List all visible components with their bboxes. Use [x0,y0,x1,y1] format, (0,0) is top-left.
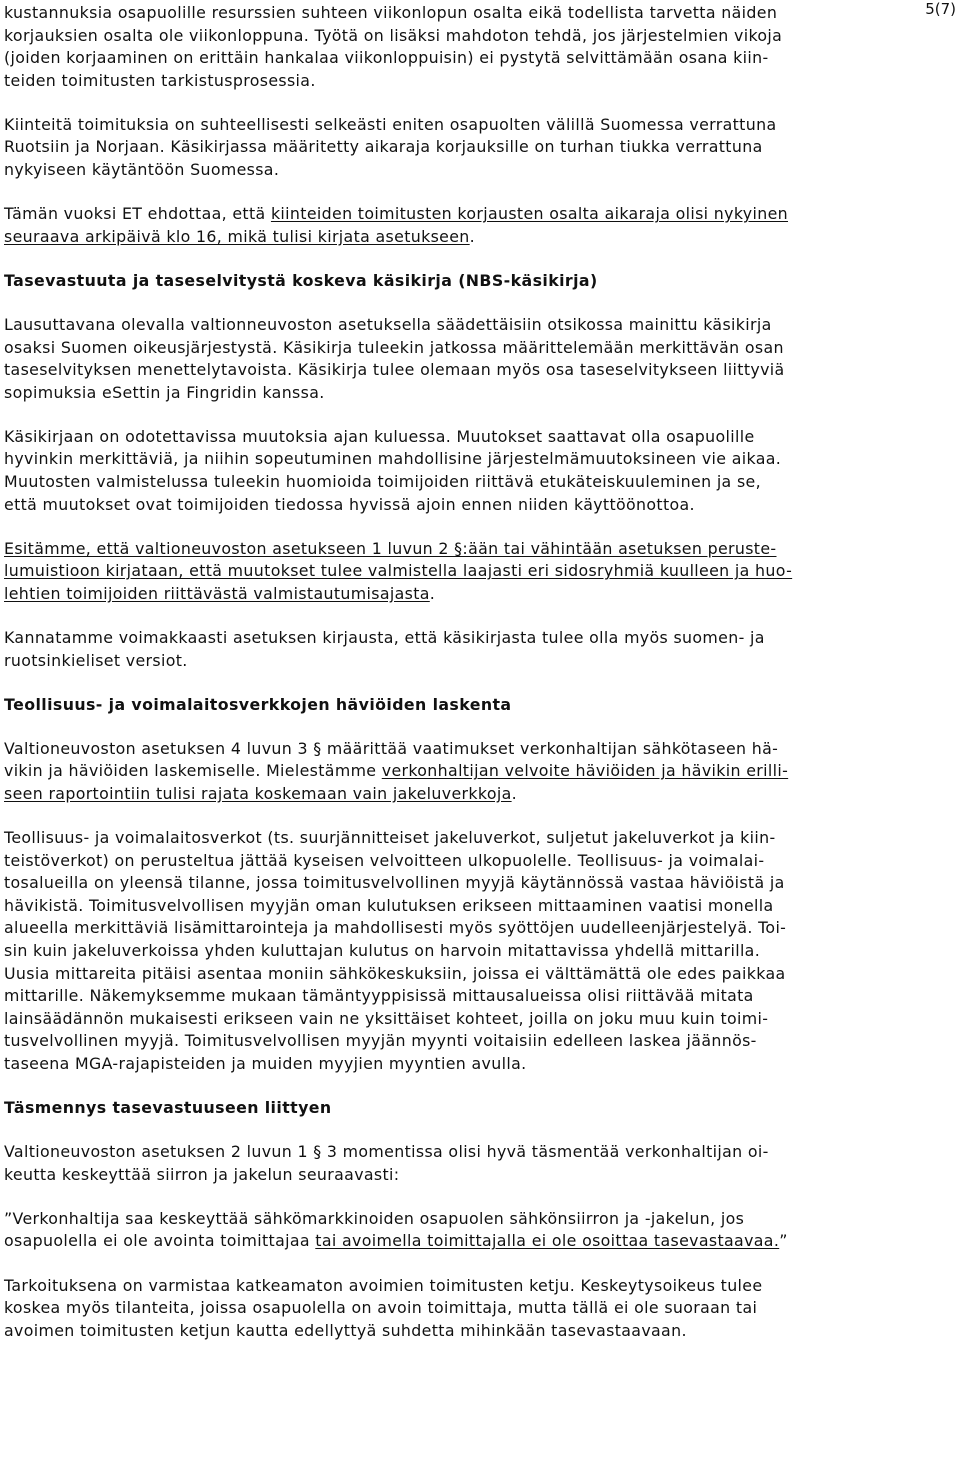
text-line [4,760,956,783]
text-line: keutta keskeyttää siirron ja jakelun seuraavasti: [4,1164,400,1184]
text-line [4,226,956,249]
text-line: alueella merkittäviä lisämittarointeja ja mahdollisesti myös syöttöjen uudelleenjärjestelyä. Toi- [4,918,787,938]
underlined-text: seuraava arkipäivä klo 16, mikä tulisi kirjata asetukseen [4,226,470,246]
text-line [4,583,956,606]
text-line: Uusia mittareita pitäisi asentaa moniin sähkökeskuksiin, joissa ei välttämättä ole edes paikkaa [4,963,786,983]
paragraph-weekend-corrections [4,2,956,92]
text-line: Teollisuus- ja voimalaitosverkot (ts. suurjännitteiset jakeluverkot, suljetut jakeluverkot ja kiin- [4,828,776,848]
text-line: tosalueilla on yleensä tilanne, jossa toimitusvelvollinen myyjä käytännössä vastaa häviöistä ja [4,873,785,893]
text-line: kustannuksia osapuolille resurssien suhteen viikonlopun osalta eikä todellista tarvetta näiden [4,3,778,22]
text-line: että muutokset ovat toimijoiden tiedossa hyvissä ajoin ennen niiden käyttöönottoa. [4,494,695,514]
text-segment: . [511,783,517,803]
text-line: Ruotsiin ja Norjaan. Käsikirjassa määritetty aikaraja korjauksille on turhan tiukka verrattuna [4,137,763,157]
document-body [4,2,956,1364]
text-segment: ” [779,1231,788,1251]
text-line: koskea myös tilanteita, joissa osapuolella on avoin toimittaja, mutta tällä ei ole suoraan tai [4,1298,758,1318]
text-line: korjauksien osalta ole viikonloppuna. Työtä on lisäksi mahdoton tehdä, jos järjestelmien vikoja [4,25,783,45]
underlined-text: lehtien toimijoiden riittävästä valmistautumisajasta [4,583,430,603]
text-line [4,783,956,806]
text-line: Kannatamme voimakkaasti asetuksen kirjausta, että käsikirjasta tulee olla myös suomen- ja [4,627,765,647]
text-segment: . [429,583,436,603]
paragraph-fixed-deliveries [4,114,956,182]
text-line: teistöverkot) on perusteltua jättää kyseisen velvoitteen ulkopuolelle. Teollisuus- ja voimalai- [4,850,765,870]
text-line: (joiden korjaaminen on erittäin hankalaa viikonloppuisin) ei pystytä selvittämään osana kiin- [4,48,769,68]
underlined-text: tai avoimella toimittajalla ei ole osoittaa tasevastaavaa. [315,1231,780,1251]
text-line: Lausuttavana olevalla valtionneuvoston asetuksella säädettäisiin otsikossa mainittu käsikirja [4,314,772,334]
paragraph-industrial-networks [4,827,956,1076]
text-line: taseena MGA-rajapisteiden ja muiden myyjien myyntien avulla. [4,1053,527,1073]
text-segment: vikin ja häviöiden laskemiselle. Mielestämme [4,761,382,781]
paragraph-nbs-handbook [4,314,956,404]
paragraph-language-versions [4,627,956,672]
underlined-text: lumuistioon kirjataan, että muutokset tulee valmistella laajasti eri sidosryhmiä kuulleen ja huo- [4,561,793,581]
text-line: Valtioneuvoston asetuksen 4 luvun 3 § määrittää vaatimukset verkonhaltijan sähkötaseen hä- [4,738,779,758]
text-line: teiden toimitusten tarkistusprosessia. [4,70,316,90]
text-line: lainsäädännön mukaisesti erikseen vain ne yksittäiset kohteet, joilla on joku muu kuin toimi- [4,1008,769,1028]
text-line [4,203,956,226]
underlined-text: verkonhaltijan velvoite häviöiden ja hävikin erilli- [381,761,789,781]
text-line: Käsikirjaan on odotettavissa muutoksia ajan kuluessa. Muutokset saattavat olla osapuolille [4,426,755,446]
text-line: sin kuin jakeluverkoissa yhden kuluttajan kulutus on harvoin mitattavissa yhdellä mittarilla. [4,941,761,960]
text-line: Kiinteitä toimituksia on suhteellisesti selkeästi eniten osapuolten välillä Suomessa verrattuna [4,114,777,134]
paragraph-interruption-right [4,1141,956,1186]
section-heading-balance-responsibility: Täsmennys tasevastuuseen liittyen [4,1098,332,1118]
paragraph-purpose [4,1275,956,1343]
text-line: ruotsinkieliset versiot. [4,650,188,670]
text-line: nykyiseen käytäntöön Suomessa. [4,160,280,180]
underlined-text: seen raportointiin tulisi rajata koskemaan vain jakeluverkkoja [4,783,512,803]
text-line: avoimen toimitusten ketjun kautta edellyttyä suhdetta mihinkään tasevastaavaan. [4,1320,687,1340]
paragraph-stakeholder-proposal [4,538,956,606]
text-segment: osapuolella ei ole avointa toimittajaa [4,1231,316,1251]
underlined-text: Esitämme, että valtioneuvoston asetukseen 1 luvun 2 §:ään tai vähintään asetuksen peruste- [4,538,777,558]
underlined-text: kiinteiden toimitusten korjausten osalta aikaraja olisi nykyinen [270,204,789,224]
paragraph-loss-calculation [4,738,956,806]
paragraph-et-proposal [4,203,956,248]
text-line: ”Verkonhaltija saa keskeyttää sähkömarkkinoiden osapuolen sähkönsiirron ja -jakelun, jos [4,1208,745,1228]
text-line: mittarille. Näkemyksemme mukaan tämäntyyppisissä mittausalueissa olisi riittävää mitata [4,986,754,1006]
text-line: Valtioneuvoston asetuksen 2 luvun 1 § 3 momentissa olisi hyvä täsmentää verkonhaltijan oi- [4,1142,769,1162]
text-line: hyvinkin merkittäviä, ja niihin sopeutuminen mahdollisine järjestelmämuutoksineen vie aikaa. [4,449,782,469]
text-line: hävikistä. Toimitusvelvollisen myyjän oman kulutuksen erikseen mittaaminen vaatisi monella [4,895,774,915]
paragraph-proposed-wording [4,1208,956,1253]
page-number: 5(7) [925,0,956,18]
text-segment: Tämän vuoksi ET ehdottaa, että [4,204,271,224]
section-heading-losses: Teollisuus- ja voimalaitosverkkojen häviöiden laskenta [4,694,512,714]
text-line: osaksi Suomen oikeusjärjestystä. Käsikirja tuleekin jatkossa määrittelemään merkittävän osan [4,337,784,357]
text-line: taseselvityksen menettelytavoista. Käsikirja tulee olemaan myös osa taseselvitykseen liittyviä [4,360,785,380]
text-line: sopimuksia eSettin ja Fingridin kanssa. [4,382,325,402]
paragraph-handbook-changes [4,426,956,516]
section-heading-nbs: Tasevastuuta ja taseselvitystä koskeva käsikirja (NBS-käsikirja) [4,270,598,290]
text-line: tusvelvollinen myyjä. Toimitusvelvollisen myyjän myynti voitaisiin edelleen laskea jäännös- [4,1031,757,1051]
text-line [4,1230,956,1253]
text-line: Tarkoituksena on varmistaa katkeamaton avoimien toimitusten ketju. Keskeytysoikeus tulee [4,1275,763,1295]
text-segment: . [469,226,476,246]
text-line: Muutosten valmistelussa tuleekin huomioida toimijoiden riittävä etukäteiskuuleminen ja se, [4,472,761,491]
